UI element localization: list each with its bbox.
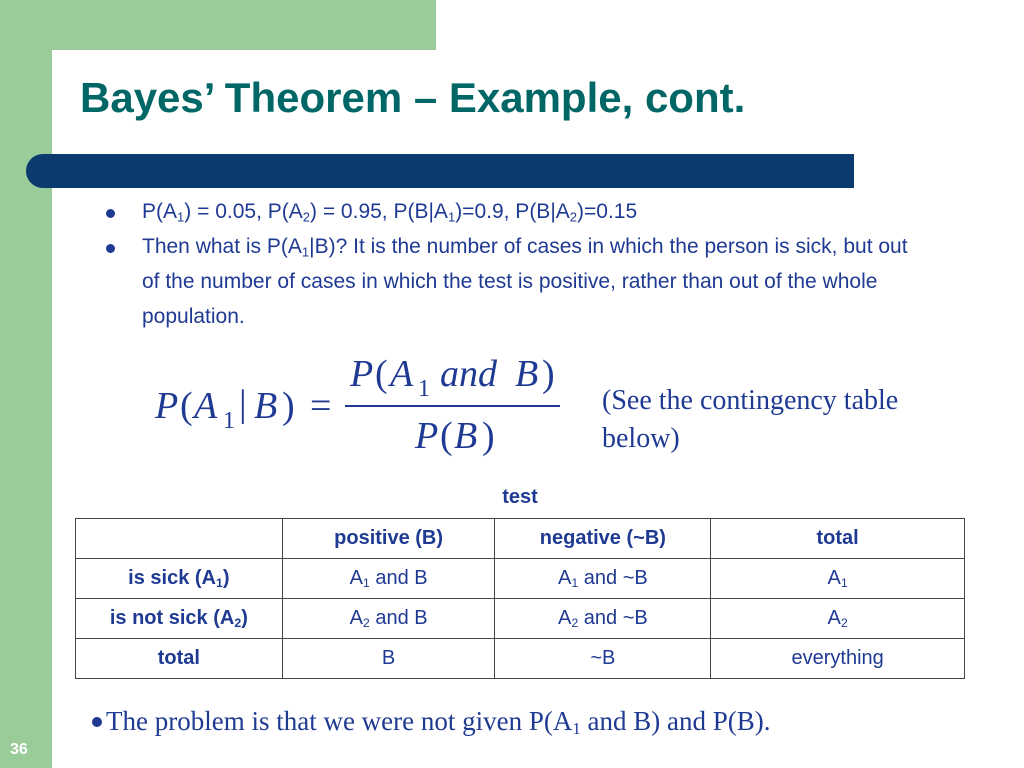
bullet-item-probabilities: $P(A_1) = 0.05$, $P(A_2) = 0.95$, $P(B|A_1)=0.9$, $P(B|A_2)=0.15$ — [100, 194, 930, 229]
row-label-sick: is sick $(A_1)$ — [76, 559, 283, 599]
contingency-table — [75, 518, 965, 679]
slide-left-accent — [0, 0, 52, 768]
table-cell: B — [282, 639, 495, 679]
table-cell: ~B — [495, 639, 711, 679]
table-cell: $A_1$ — [711, 559, 965, 599]
row-label-not-sick: is not sick $(A_2)$ — [76, 599, 283, 639]
formula-num-and: and — [440, 353, 497, 395]
bullet-item-question: Then what is $P(A_1|B)$? It is the number of cases in which the person is sick, but out of the number of cases in which the test is positive, rather than out of the whole population. — [100, 229, 930, 334]
table-header-total: total — [711, 519, 965, 559]
formula-num-b: B — [515, 353, 539, 395]
bullet-dot-icon — [106, 209, 115, 218]
bullet-dot-icon — [106, 244, 115, 253]
formula-num-sub: 1 — [418, 376, 430, 402]
table-header-empty — [76, 519, 283, 559]
see-table-note: (See the contingency table below) — [602, 385, 899, 454]
formula-lhs-a: A — [194, 385, 218, 427]
table-header-positive: positive (B) — [282, 519, 495, 559]
formula-num-p: P — [350, 353, 374, 395]
formula-den-b: B — [454, 415, 478, 457]
row-label-total: total — [76, 639, 283, 679]
formula-den-p: P — [415, 415, 439, 457]
table-cell: $A_2$ and B — [282, 599, 495, 639]
table-cell: $A_1$ and B — [282, 559, 495, 599]
formula-den-open: ( — [440, 415, 453, 457]
table-cell: everything — [711, 639, 965, 679]
table-row — [76, 599, 965, 639]
problem-note: The problem is that we were not given $P(A_1$ and B) and P(B). — [92, 706, 771, 737]
table-caption: test — [502, 486, 538, 508]
formula-num-a: A — [390, 353, 414, 395]
formula-num-close: ) — [542, 353, 555, 395]
formula-lhs-p: P — [155, 385, 179, 427]
formula-lhs-sub: 1 — [223, 408, 235, 434]
slide-title: Bayes’ Theorem – Example, cont. — [80, 74, 746, 121]
table-header-row — [76, 519, 965, 559]
formula-equals: = — [310, 385, 332, 427]
formula-num-open: ( — [375, 353, 388, 395]
bullet-dot-icon — [92, 717, 102, 727]
table-header-negative: negative (~B) — [495, 519, 711, 559]
formula-lhs-close: ) — [282, 385, 295, 427]
formula-lhs-bar: | — [239, 383, 247, 425]
bullet-list — [100, 194, 930, 334]
bayes-formula — [140, 350, 580, 470]
slide-page-number: 36 — [10, 741, 28, 758]
table-row — [76, 559, 965, 599]
formula-den-close: ) — [482, 415, 495, 457]
title-underline-bar — [26, 154, 854, 188]
table-cell: $A_1$ and ~B — [495, 559, 711, 599]
table-row — [76, 639, 965, 679]
table-cell: $A_2$ and ~B — [495, 599, 711, 639]
table-cell: $A_2$ — [711, 599, 965, 639]
formula-lhs-open: ( — [180, 385, 193, 427]
formula-lhs-b: B — [254, 385, 278, 427]
slide-top-accent — [0, 0, 436, 50]
